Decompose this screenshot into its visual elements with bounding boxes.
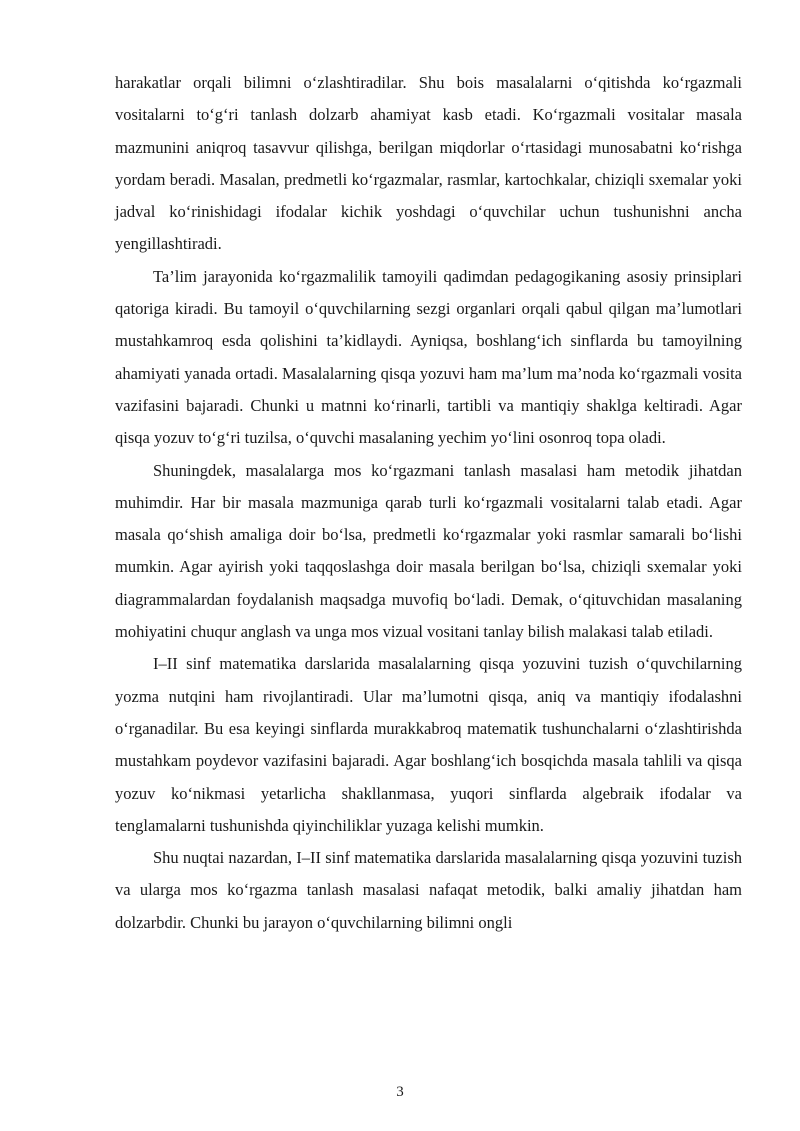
page-body xyxy=(115,67,742,939)
paragraph: Ta’lim jarayonida ko‘rgazmalilik tamoyili qadimdan pedagogikaning asosiy prinsiplari qatoriga kiradi. Bu tamoyil o‘quvchilarning sezgi organlari orqali qabul qilgan ma’lumotlari mustahkamroq esda qolishini ta’kidlaydi. Ayniqsa, boshlang‘ich sinflarda bu tamoyilning ahamiyati yanada ortadi. Masalalarning qisqa yozuvi ham ma’lum ma’noda ko‘rgazmali vosita vazifasini bajaradi. Chunki u matnni ko‘rinarli, tartibli va mantiqiy shaklga keltiradi. Agar qisqa yozuv to‘g‘ri tuzilsa, o‘quvchi masalaning yechim yo‘lini osonroq topa oladi. xyxy=(115,266,742,448)
paragraph: Shu nuqtai nazardan, I–II sinf matematika darslarida masalalarning qisqa yozuvini tuzish va ularga mos ko‘rgazma tanlash masalasi nafaqat metodik, balki amaliy jihatdan ham dolzarbdir. Chunki bu jarayon o‘quvchilarning bilimni ongli xyxy=(115,848,742,932)
paragraph: I–II sinf matematika darslarida masalalarning qisqa yozuvini tuzish o‘quvchilarning yozma nutqini ham rivojlantiradi. Ular ma’lumotni qisqa, aniq va mantiqiy ifodalashni o‘rganadilar. Bu esa keyingi sinflarda murakkabroq matematik tushunchalarni o‘zlashtirishda mustahkam poydevor vazifasini bajaradi. Agar boshlang‘ich bosqichda masala tahlili va qisqa yozuv ko‘nikmasi yetarlicha shakllanmasa, yuqori sinflarda algebraik ifodalar va tenglamalarni tushunishda qiyinchiliklar yuzaga kelishi mumkin. xyxy=(115,654,742,835)
paragraph-continuation: harakatlar orqali bilimni o‘zlashtiradilar. Shu bois masalalarni o‘qitishda ko‘rgazmali vositalarni to‘g‘ri tanlash dolzarb ahamiyat kasb etadi. Ko‘rgazmali vositalar masala mazmunini aniqroq tasavvur qilishga, berilgan miqdorlar o‘rtasidagi munosabatni ko‘rishga yordam beradi. Masalan, predmetli ko‘rgazmalar, rasmlar, kartochkalar, chiziqli sxemalar yoki jadval ko‘rinishidagi ifodalar kichik yoshdagi o‘quvchilar uchun tushunishni ancha yengillashtiradi. xyxy=(115,73,742,254)
paragraph: Shuningdek, masalalarga mos ko‘rgazmani tanlash masalasi ham metodik jihatdan muhimdir. Har bir masala mazmuniga qarab turli ko‘rgazmali vositalarni talab etadi. Agar masala qo‘shish amaliga doir bo‘lsa, predmetli ko‘rgazmalar yoki rasmlar samarali bo‘lishi mumkin. Agar ayirish yoki taqqoslashga doir masala berilgan bo‘lsa, chiziqli sxemalar yoki diagrammalardan foydalanish maqsadga muvofiq bo‘ladi. Demak, o‘qituvchidan masalaning mohiyatini chuqur anglash va unga mos vizual vositani tanlay bilish malakasi talab etiladi. xyxy=(115,460,742,642)
page-number: 3 xyxy=(396,1084,404,1100)
